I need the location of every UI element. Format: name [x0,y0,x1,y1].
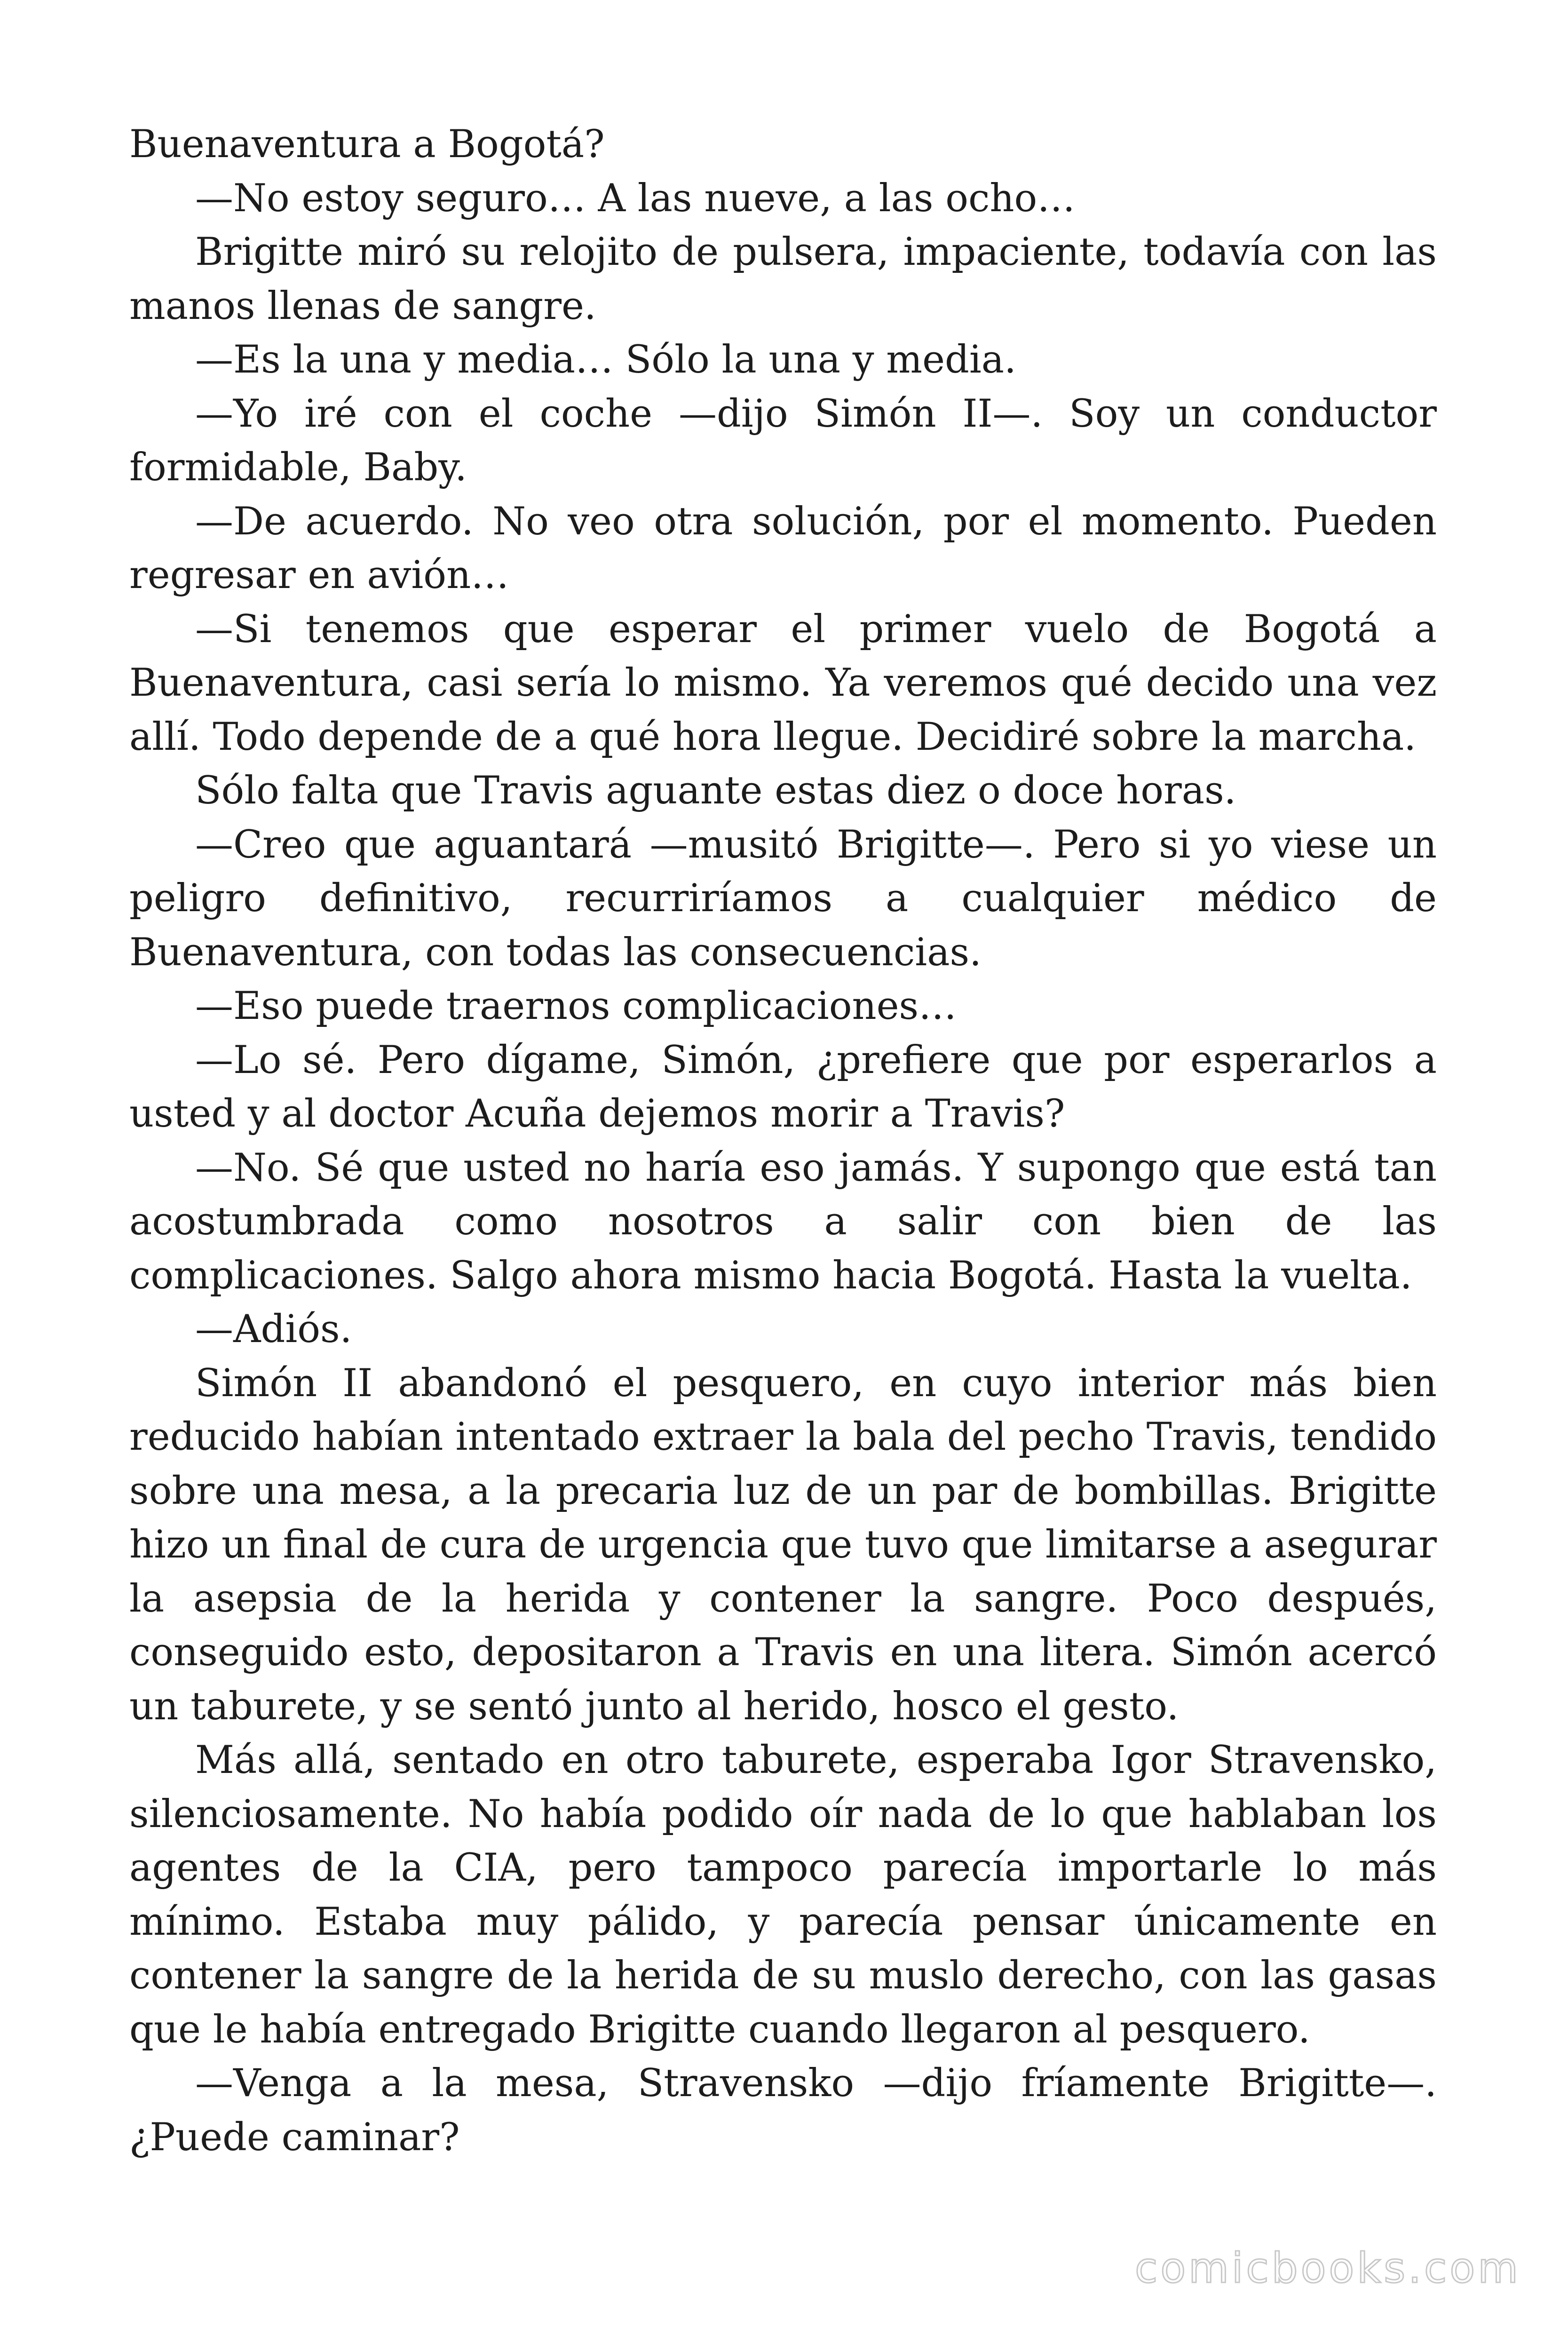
page-body-text [129,118,1437,2164]
paragraph: Sólo falta que Travis aguante estas diez o doce horas. [195,769,1236,813]
paragraph: Más allá, sentado en otro taburete, esperaba Igor Stravensko, silenciosamente. No había podido oír nada de lo que hablaban los agentes de la CIA, pero tampoco parecía importarle lo más mínimo. Estaba muy pálido, y parecía pensar únicamente en contener la sangre de la herida de su muslo derecho, con las gasas que le había entregado Brigitte cuando llegaron al pesquero. [129,1738,1437,2052]
paragraph: —Venga a la mesa, Stravensko —dijo fríamente Brigitte—. ¿Puede caminar? [129,2061,1437,2160]
paragraph: —No estoy seguro… A las nueve, a las ocho… [195,176,1076,221]
paragraph: —Adiós. [195,1307,352,1351]
paragraph: —Si tenemos que esperar el primer vuelo de Bogotá a Buenaventura, casi sería lo mismo. Ya veremos qué decido una vez allí. Todo depende de a qué hora llegue. Decidiré sobre la marcha. [129,607,1437,759]
paragraph: —No. Sé que usted no haría eso jamás. Y supongo que está tan acostumbrada como nosotros a salir con bien de las complicaciones. Salgo ahora mismo hacia Bogotá. Hasta la vuelta. [129,1145,1437,1298]
paragraph: Buenaventura a Bogotá? [129,122,605,167]
paragraph: Brigitte miró su relojito de pulsera, impaciente, todavía con las manos llenas de sangre. [129,230,1437,328]
paragraph: —Lo sé. Pero dígame, Simón, ¿prefiere que por esperarlos a usted y al doctor Acuña dejemos morir a Travis? [129,1038,1437,1136]
paragraph: —Creo que aguantará —musitó Brigitte—. Pero si yo viese un peligro definitivo, recurriríamos a cualquier médico de Buenaventura, con todas las consecuencias. [129,822,1437,975]
site-watermark: comicbooks.com [1134,2244,1521,2292]
paragraph: —Yo iré con el coche —dijo Simón II—. Soy un conductor formidable, Baby. [129,391,1437,490]
paragraph: —Eso puede traernos complicaciones… [195,984,957,1028]
paragraph: —Es la una y media… Sólo la una y media. [195,338,1016,382]
paragraph: Simón II abandonó el pesquero, en cuyo interior más bien reducido habían intentado extraer la bala del pecho Travis, tendido sobre una mesa, a la precaria luz de un par de bombillas. Brigitte hizo un final de cura de urgencia que tuvo que limitarse a asegurar la asepsia de la herida y contener la sangre. Poco después, conseguido esto, depositaron a Travis en una litera. Simón acercó un taburete, y se sentó junto al herido, hosco el gesto. [129,1361,1437,1729]
paragraph: —De acuerdo. No veo otra solución, por el momento. Pueden regresar en avión… [129,499,1437,597]
